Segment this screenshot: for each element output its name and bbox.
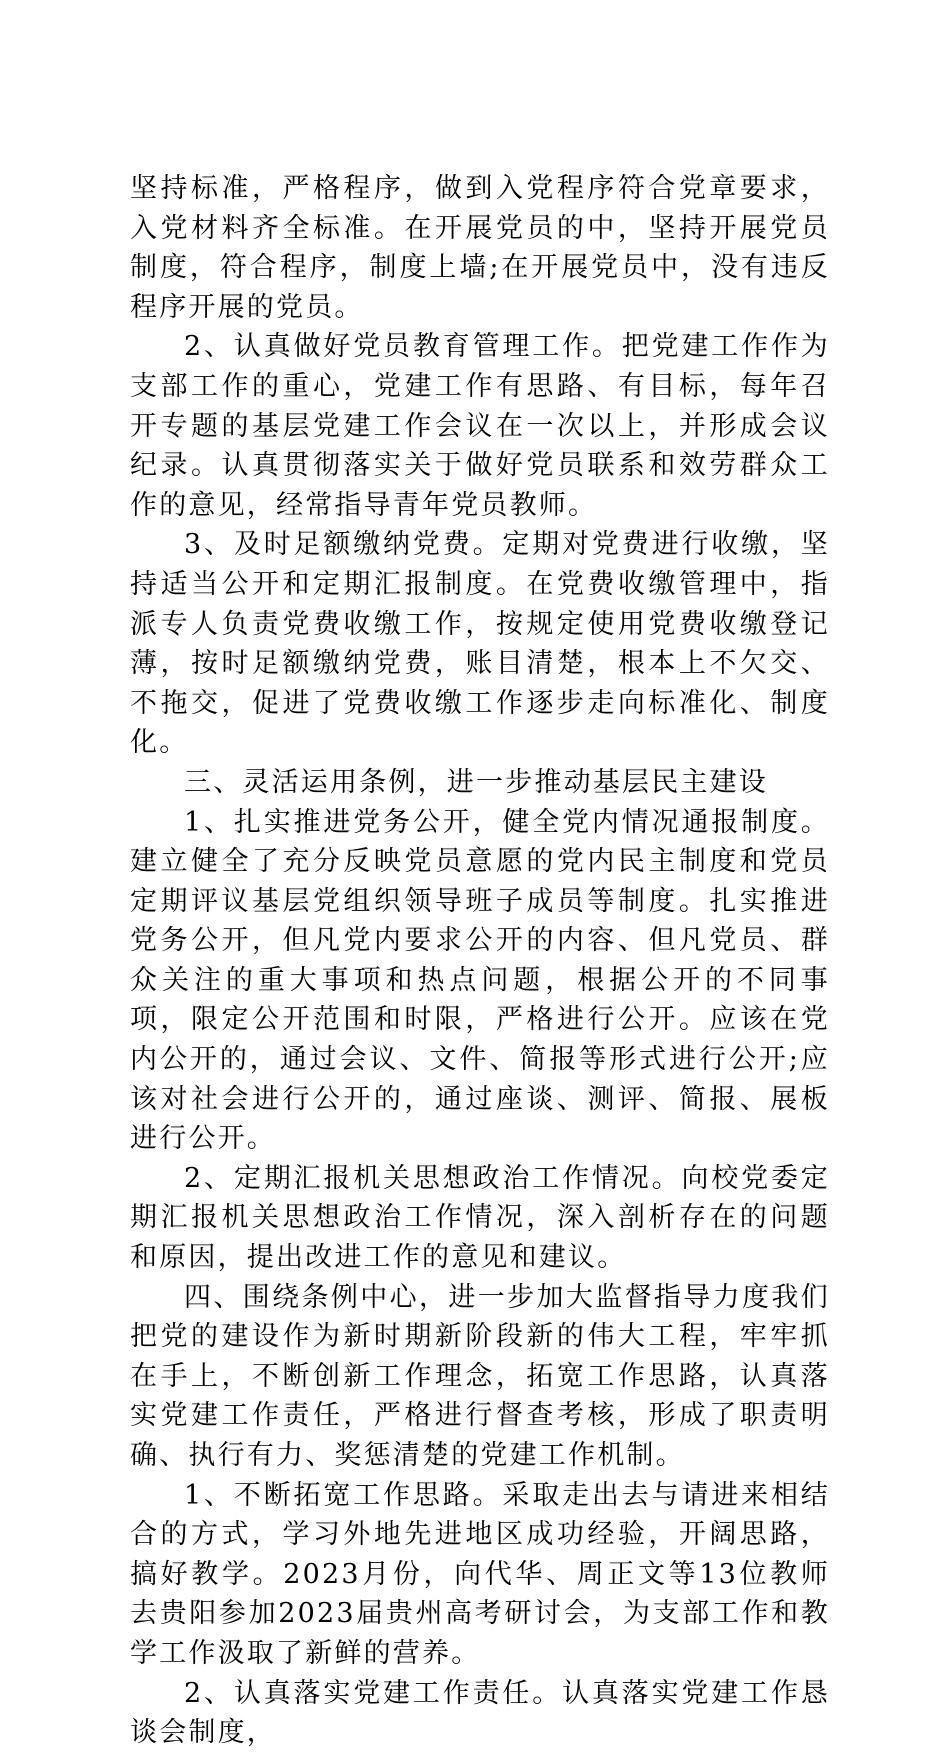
document-body — [130, 169, 830, 1753]
paragraph-2: 2、认真做好党员教育管理工作。把党建工作作为支部工作的重心，党建工作有思路、有目标，每年召开专题的基层党建工作会议在一次以上，并形成会议纪录。认真贯彻落实关于做好党员联系和效劳群众工作的意见，经常指导青年党员教师。 — [130, 331, 830, 521]
section-heading-3: 三、灵活运用条例，进一步推动基层民主建设 — [184, 766, 768, 798]
paragraph-1: 坚持标准，严格程序，做到入党程序符合党章要求，入党材料齐全标准。在开展党员的中，坚持开展党员制度，符合程序，制度上墙;在开展党员中，没有违反程序开展的党员。 — [130, 173, 830, 323]
paragraph-9: 2、认真落实党建工作责任。认真落实党建工作恳谈会制度， — [130, 1677, 830, 1749]
paragraph-8: 1、不断拓宽工作思路。采取走出去与请进来相结合的方式，学习外地先进地区成功经验，开阔思路，搞好教学。2023月份，向代华、周正文等13位教师去贵阳参加2023届贵州高考研讨会，为支部工作和教学工作汲取了新鲜的营养。 — [130, 1479, 830, 1669]
paragraph-6: 2、定期汇报机关思想政治工作情况。向校党委定期汇报机关思想政治工作情况，深入剖析存在的问题和原因，提出改进工作的意见和建议。 — [130, 1162, 830, 1274]
section-paragraph-4: 四、围绕条例中心，进一步加大监督指导力度我们把党的建设作为新时期新阶段新的伟大工程，牢牢抓在手上，不断创新工作理念，拓宽工作思路，认真落实党建工作责任，严格进行督查考核，形成了职责明确、执行有力、奖惩清楚的党建工作机制。 — [130, 1281, 830, 1471]
paragraph-3: 3、及时足额缴纳党费。定期对党费进行收缴，坚持适当公开和定期汇报制度。在党费收缴管理中，指派专人负责党费收缴工作，按规定使用党费收缴登记薄，按时足额缴纳党费，账目清楚，根本上不欠交、不拖交，促进了党费收缴工作逐步走向标准化、制度化。 — [130, 529, 830, 759]
paragraph-5: 1、扎实推进党务公开，健全党内情况通报制度。建立健全了充分反映党员意愿的党内民主制度和党员定期评议基层党组织领导班子成员等制度。扎实推进党务公开，但凡党内要求公开的内容、但凡党员、群众关注的重大事项和热点问题，根据公开的不同事项，限定公开范围和时限，严格进行公开。应该在党内公开的，通过会议、文件、简报等形式进行公开;应该对社会进行公开的，通过座谈、测评、简报、展板进行公开。 — [130, 806, 830, 1155]
